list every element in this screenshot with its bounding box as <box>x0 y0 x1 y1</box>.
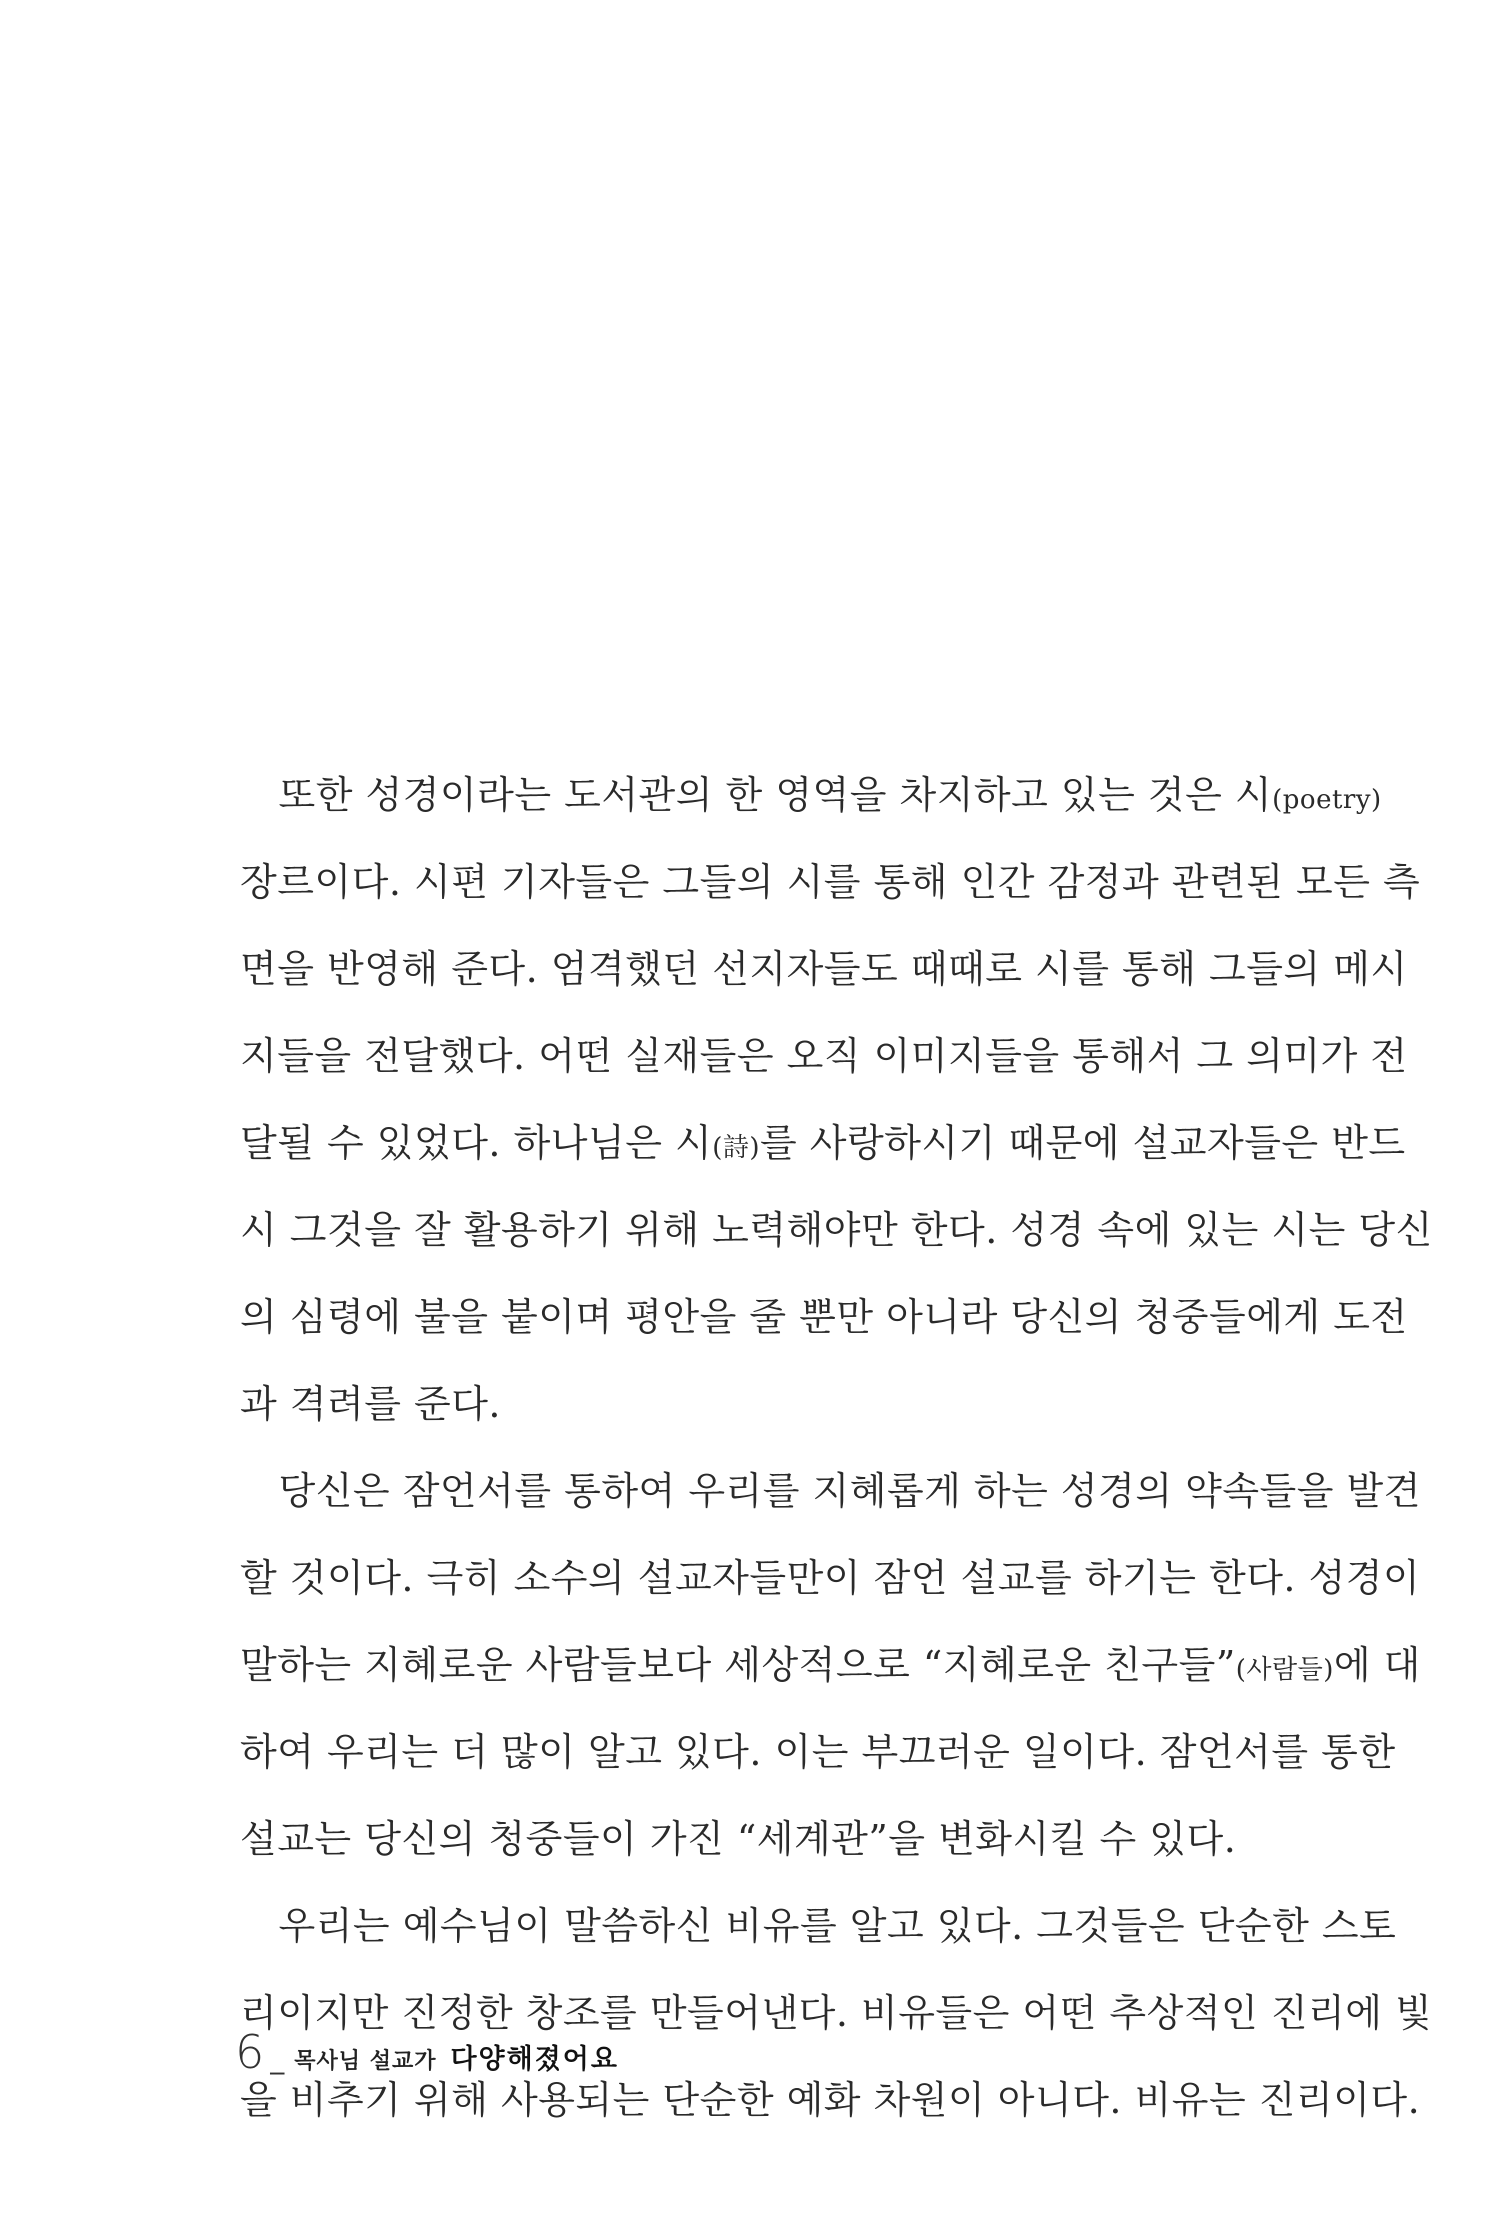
text-line: 설교는 당신의 청중들이 가진 “세계관”을 변화시킬 수 있다. <box>240 1817 1237 1861</box>
text-line: 리이지만 진정한 창조를 만들어낸다. 비유들은 어떤 추상적인 진리에 빛 <box>240 1991 1433 2035</box>
body-text <box>240 752 1433 2144</box>
text-line: 또한 성경이라는 도서관의 한 영역을 차지하고 있는 것은 시(poetry) <box>240 773 1382 817</box>
text-line: 지들을 전달했다. 어떤 실재들은 오직 이미지들을 통해서 그 의미가 전 <box>240 1034 1408 1078</box>
text-line: 당신은 잠언서를 통하여 우리를 지혜롭게 하는 성경의 약속들을 발견 <box>240 1469 1421 1513</box>
text-line: 의 심령에 불을 붙이며 평안을 줄 뿐만 아니라 당신의 청중들에게 도전 <box>240 1295 1408 1339</box>
text-line: 달될 수 있었다. 하나님은 시(詩)를 사랑하시기 때문에 설교자들은 반드 <box>240 1121 1406 1165</box>
text-line: 장르이다. 시편 기자들은 그들의 시를 통해 인간 감정과 관련된 모든 측 <box>240 860 1421 904</box>
footer-separator: _ <box>270 2042 285 2075</box>
text-line: 시 그것을 잘 활용하기 위해 노력해야만 한다. 성경 속에 있는 시는 당신 <box>240 1208 1433 1252</box>
text-line: 하여 우리는 더 많이 알고 있다. 이는 부끄러운 일이다. 잠언서를 통한 <box>240 1730 1396 1774</box>
text-line: 면을 반영해 준다. 엄격했던 선지자들도 때때로 시를 통해 그들의 메시 <box>240 947 1408 991</box>
book-title-part1: 목사님 설교가 <box>294 2049 437 2074</box>
page-footer <box>235 2025 619 2079</box>
text-line: 말하는 지혜로운 사람들보다 세상적으로 “지혜로운 친구들”(사람들)에 대 <box>240 1643 1421 1687</box>
book-title-part2: 다양해졌어요 <box>450 2044 619 2075</box>
text-line: 과 격려를 준다. <box>240 1382 501 1426</box>
text-line: 을 비추기 위해 사용되는 단순한 예화 차원이 아니다. 비유는 진리이다. <box>240 2078 1421 2122</box>
page-number: 6 <box>235 2025 265 2079</box>
text-line: 할 것이다. 극히 소수의 설교자들만이 잠언 설교를 하기는 한다. 성경이 <box>240 1556 1421 1600</box>
text-line: 우리는 예수님이 말씀하신 비유를 알고 있다. 그것들은 단순한 스토 <box>240 1904 1397 1948</box>
